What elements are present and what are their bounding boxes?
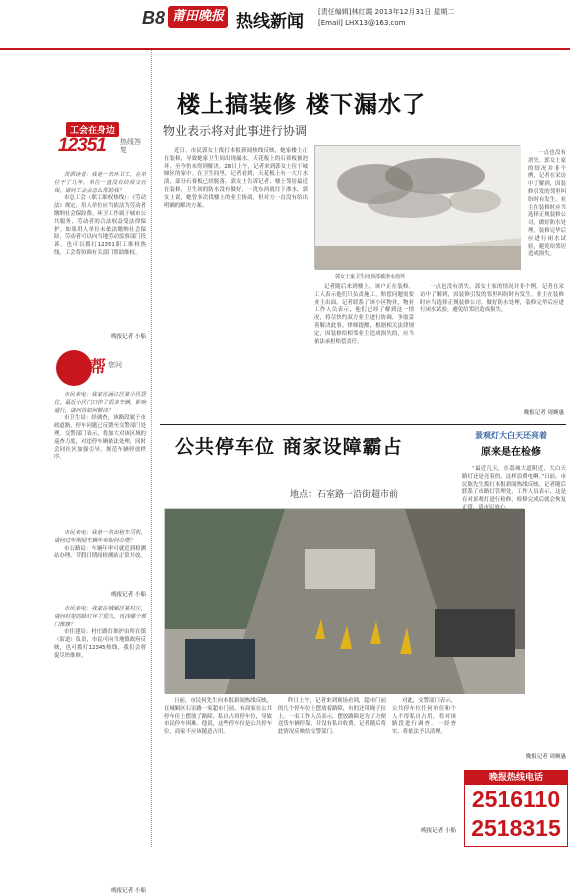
help-char: 帮 — [90, 357, 107, 376]
badge-note: 热线答复 — [120, 138, 141, 154]
newspaper-brand: 莆田晚报 — [168, 6, 228, 28]
masthead — [0, 0, 570, 50]
story1-headline: 楼上搞装修 楼下漏水了 — [177, 92, 427, 118]
question-3: 市民来电：我是一名出租车司机，请问过年期间车辆年审如何办理？ — [54, 530, 146, 544]
byline-3: 晚报记者 小船 — [111, 592, 146, 598]
question-4: 市民来电：我家在城厢区某村庄，请问村里的路灯坏了很久，该找哪个部门维修？ — [54, 606, 146, 628]
story1-col4-text: 一点也没有消失。郭女士家的情况并非个例，记者在采访中了解到，因装修引发的邻里纠纷时有发生。业主在装修时应当选择正规装修公司，做好防水处理，装修完毕后应进行闭水试验，避免给邻居造成损失。 — [528, 150, 566, 258]
byline-1: 晚报记者 小船 — [111, 334, 146, 340]
story3-byline: 晚报记者 周婉惠 — [525, 754, 566, 760]
story1-col3-text: 一点也没有消失。郭女士家的情况并非个例，记者在采访中了解到，因装修引发的邻里纠纷时有发生。业主在装修时应当选择正规装修公司，做好防水处理，装修完毕后应进行闭水试验，避免给邻居造成损失。 — [420, 284, 564, 314]
ceiling-leak-photo — [314, 145, 520, 269]
story1-col1 — [164, 148, 308, 418]
hotline-number-1: 2516110 — [471, 786, 561, 812]
story1-col3 — [420, 284, 564, 404]
section-title: 热线新闻 — [236, 12, 304, 32]
story1-subhead: 物业表示将对此事进行协调 — [163, 124, 308, 138]
union-qa-block — [54, 172, 146, 330]
help-qa-block-1 — [54, 392, 146, 527]
question-2: 市民来电：我家在涵江区某小区居住，最近小区门口停了很多车辆，影响通行，请问该如何解决？ — [54, 392, 146, 414]
page-number: B8 — [142, 8, 166, 28]
badge-number: 12351 — [58, 135, 106, 156]
story3-kicker: 景观灯大白天还亮着 — [475, 431, 547, 440]
hotline-box — [464, 770, 568, 847]
story2-headline: 公共停车位 商家设障霸占 — [175, 436, 403, 458]
divider — [160, 424, 566, 425]
story1-col4 — [528, 150, 566, 280]
story1-photo-caption: 郭女士家卫生间顶部被渗水泡坏 — [335, 274, 406, 280]
answer-4: 市住建局：村庄路灯维护由所在镇（街道）负责，市民可向当地镇政府反映，也可拨打12345热线，我们会督促尽快维修。 — [54, 629, 146, 659]
answer-3: 市公路局：车辆年审可就近到检测站办理，节假日期间检测站正常开放。 — [54, 545, 146, 560]
story3-headline: 原来是在检修 — [481, 447, 541, 458]
help-label: 您问 — [108, 361, 122, 369]
story2-col2-text: 昨日上午，记者来到现场看到，超市门前的几个停车位上摆放着路障，有的还用绳子拉上。一名工作人员表示，摆放路障是为了方便送货车辆停靠，并没有私自收费。记者随后将此情况反映给交警部门。 — [278, 698, 386, 736]
story3-header — [458, 430, 564, 458]
byline-4: 晚报记者 小船 — [111, 888, 146, 894]
story1-col2 — [314, 284, 414, 418]
hotline-number-2: 2518315 — [471, 815, 561, 841]
story2-subhead: 地点：石室路一沿街超市前 — [290, 490, 399, 500]
story2-col2 — [278, 698, 386, 838]
badge-title: 工会在身边 — [66, 122, 119, 137]
story2-col1 — [164, 698, 272, 838]
seal-icon — [56, 350, 92, 386]
help-badge — [56, 350, 148, 388]
email-line: [Email] LHX13@163.com — [318, 19, 406, 27]
story2-col3 — [392, 698, 456, 818]
story1-byline: 晚报记者 周婉惠 — [523, 410, 564, 416]
question-1: 泼洒读者：我是一名环卫工，在单位干了几年，单位一直没有给我交社保，请问工会会怎么帮助我？ — [54, 172, 146, 194]
help-qa-block-3 — [54, 606, 146, 696]
story2-col1-text: 日前，市民何先生向本报新闻热线反映，在城厢区石室路一家超市门前，有商家在公共停车位上摆放了路障，私自占用停车位，导致市民停车困难。他说，这些停车位是公共停车位，商家不应该随意占用。 — [164, 698, 272, 736]
story3-body — [462, 466, 566, 744]
union-badge — [52, 122, 148, 162]
story1-col2-text: 记者随后来到楼上，该户正在装修，工人表示他们只负责施工，赔偿问题需要业主出面。记者联系了该小区物业，物业工作人员表示，他们已经了解到这一情况，将尽快约双方业主进行协调，争取妥善解决此事。律师提醒，根据相关法律规定，因装修给相邻业主造成损失的，应当依法承担赔偿责任。 — [314, 284, 414, 345]
hotline-label: 晚报热线电话 — [465, 771, 567, 785]
editor-line: [责任编辑]林红霞 2013年12月31日 星期二 — [318, 8, 455, 16]
story2-col3-text: 对此，交警部门表示，公共停车位任何单位和个人不得私自占用，将对该路段进行调查，一经查实，将依法予以清理。 — [392, 698, 456, 736]
story2-byline: 晚报记者 小船 — [421, 828, 456, 834]
answer-2: 市卫生局：经调查，该路段属于市政道路，停车问题已反馈至交警部门处理。交警部门表示，将加大对该区域的巡查力度，对违停车辆依法处理，同时会同社区加强引导，规范车辆停放秩序。 — [54, 415, 146, 461]
sidebar-column — [0, 50, 152, 894]
story3-body-text: “最近几天，在荔城大道附近，大白天路灯还是亮着的，这样浪费电啊。”日前，市民陈先生拨打本报新闻热线反映。记者随后联系了市路灯管理处，工作人员表示，这是在对景观灯进行检修，检修完成后就会恢复正常，请市民放心。 — [462, 466, 566, 511]
help-qa-block-2 — [54, 530, 146, 588]
answer-1: 市总工会（职工维权热线）：《劳动法》规定，用人单位应当依法为劳动者缴纳社会保险费。环卫工作属于城市公共服务，劳动者的合法权益受法律保护。如果用人单位未依法缴纳社会保险，劳动者可以向当地劳动监察部门投诉，也可以拨打12351职工维权热线，工会将协调有关部门帮助维权。 — [54, 195, 146, 256]
story1-col1-text: 近日，市民郭女士拨打本报新闻热线反映，她家楼上正在装修，导致她家卫生间出现漏水，天花板上的石膏板被泡坏，至今仍未得到解决。28日上午，记者来到郭女士位于城厢区的家中。在卫生间里，记者看到，天花板上有一大片水渍，部分石膏板已经脱落。郭女士告诉记者，楼上邻居最近在装修，卫生间的防水没有做好，一洗东西就往下渗水。郭女士说，她曾多次找楼上的业主协商，但对方一直没有给出明确的解决方案。 — [164, 148, 308, 209]
